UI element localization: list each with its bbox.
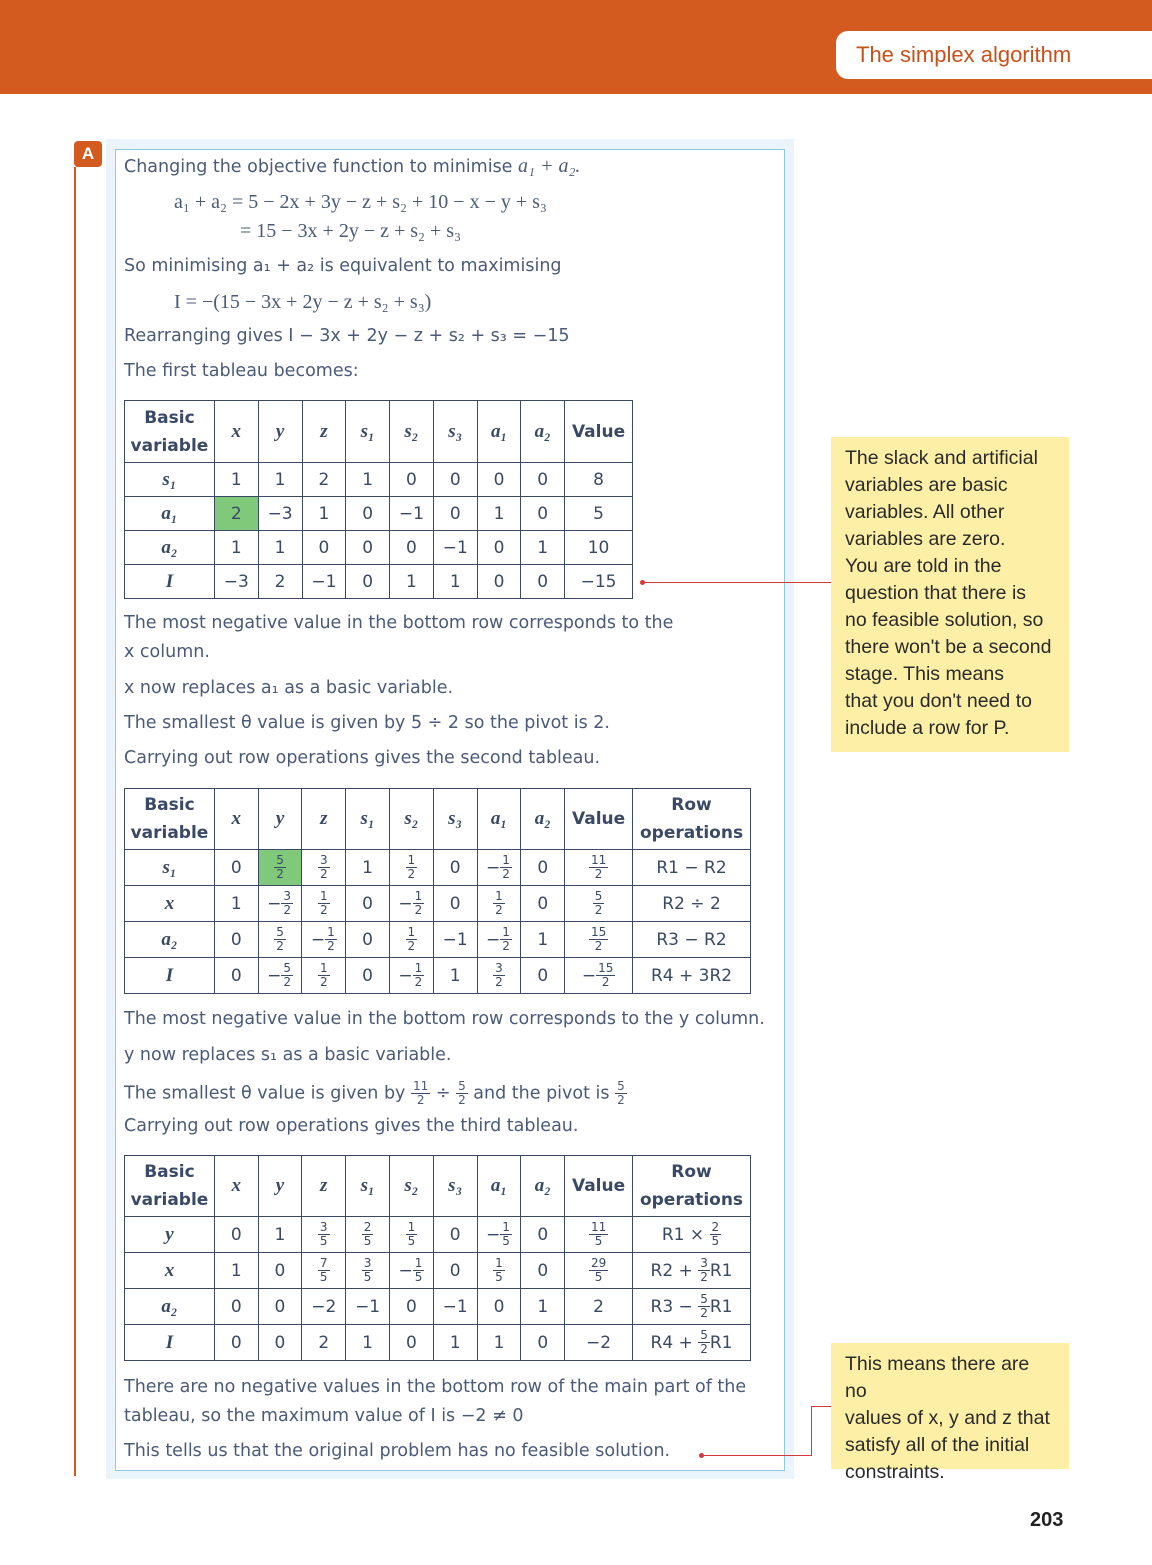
- table-cell: 1: [302, 497, 346, 531]
- table-cell: 0: [346, 565, 390, 599]
- header-s2: s₂: [390, 1156, 434, 1217]
- table-cell: − $\frac{1}{2}$: [477, 922, 521, 958]
- line-rearranging: Rearranging gives I − 3x + 2y − z + s₂ + s₃ = −15: [124, 326, 570, 346]
- table-cell: [302, 958, 346, 994]
- margin-rule: [74, 167, 76, 1476]
- table-cell: −1: [346, 1289, 390, 1325]
- table-cell: 0: [477, 463, 521, 497]
- table-cell: 2: [565, 1289, 633, 1325]
- table-cell: 0: [433, 1253, 477, 1289]
- table-cell: 1: [521, 922, 565, 958]
- header-x: x: [214, 401, 258, 463]
- fraction: $\frac{1}{5}$: [414, 1256, 423, 1284]
- table-cell: 0: [521, 565, 565, 599]
- note-line: constraints.: [845, 1461, 945, 1483]
- table-cell: 1: [433, 565, 477, 599]
- table-cell: [477, 1253, 521, 1289]
- table-cell: 0: [346, 922, 390, 958]
- table-cell: [389, 850, 433, 886]
- header-a2: a₂: [521, 789, 565, 850]
- line-most-negative-1: The most negative value in the bottom row corresponds to the: [124, 613, 674, 633]
- equation-1: a₁ + a₂ = 5 − 2x + 3y − z + s₂ + 10 − x − y + s₃: [174, 191, 547, 213]
- table-cell: 0: [433, 850, 477, 886]
- table-cell: [302, 1253, 346, 1289]
- note-line: no feasible solution, so: [845, 609, 1044, 631]
- line-no-negatives: There are no negative values in the bottom row of the main part of the: [124, 1377, 747, 1397]
- header-z: z: [302, 401, 346, 463]
- header-value: Value: [565, 789, 633, 850]
- fraction: $\frac{2}{5}$: [711, 1220, 720, 1248]
- table-row: [125, 1217, 751, 1253]
- header-basic-variable: Basic variable: [125, 1156, 215, 1217]
- table-cell: 1: [258, 1217, 302, 1253]
- header-s1: s₁: [346, 789, 390, 850]
- row-label: s₁: [125, 463, 215, 497]
- fraction: $\frac{1}{2}$: [407, 925, 416, 953]
- line-most-negative-2: The most negative value in the bottom row corresponds to the y column.: [124, 1009, 765, 1029]
- table-cell: R3 − $\frac{5}{2}$ R1: [633, 1289, 751, 1325]
- table-cell: 1: [346, 850, 390, 886]
- table-cell: 0: [521, 958, 565, 994]
- fraction: $\frac{2}{5}$: [363, 1220, 372, 1248]
- table-cell: 1: [390, 565, 434, 599]
- table-cell: [302, 886, 346, 922]
- table-cell: 1: [477, 1325, 521, 1361]
- table-row: [125, 886, 751, 922]
- table-cell: − $\frac{1}{2}$: [389, 958, 433, 994]
- table-cell: [390, 1217, 434, 1253]
- table-cell: 0: [433, 497, 477, 531]
- table-cell: 0: [214, 922, 258, 958]
- line-second-tableau: Carrying out row operations gives the second tableau.: [124, 748, 601, 768]
- section-title: The simplex algorithm: [856, 42, 1072, 67]
- line-x-column: x column.: [124, 642, 210, 662]
- note-line: variables are zero.: [845, 528, 1006, 550]
- fraction: $\frac{1}{2}$: [414, 961, 423, 989]
- line-x-replaces: x now replaces a₁ as a basic variable.: [124, 678, 454, 698]
- fraction: $\frac{7}{5}$: [319, 1256, 328, 1284]
- note-line: The slack and artificial: [845, 447, 1038, 469]
- header-row-operations: Row operations: [633, 1156, 751, 1217]
- table-cell: 2: [302, 1325, 346, 1361]
- note-line: that you don't need to: [845, 690, 1032, 712]
- table-cell: 0: [258, 1253, 302, 1289]
- note-line: satisfy all of the initial: [845, 1434, 1030, 1456]
- fraction: $\frac{1}{2}$: [319, 889, 328, 917]
- table-cell: [477, 958, 521, 994]
- table-cell: R4 + 3R2: [633, 958, 751, 994]
- table-header-row: [125, 401, 633, 463]
- fraction: $\frac{15}{2}$: [590, 925, 607, 953]
- table-row: [125, 531, 633, 565]
- row-label: I: [125, 565, 215, 599]
- table-cell: [258, 850, 302, 886]
- table-cell: − $\frac{1}{2}$: [477, 850, 521, 886]
- table-cell: 1: [258, 531, 302, 565]
- header-x: x: [214, 1156, 258, 1217]
- table-cell: 0: [477, 565, 521, 599]
- table-cell: 0: [346, 497, 390, 531]
- table-cell: [565, 1217, 633, 1253]
- table-cell: − $\frac{1}{5}$: [390, 1253, 434, 1289]
- table-cell: −1: [390, 497, 434, 531]
- table-cell: 0: [390, 463, 434, 497]
- table-row: [125, 463, 633, 497]
- table-cell: 0: [390, 531, 434, 565]
- table-cell: −2: [302, 1289, 346, 1325]
- table-cell: 0: [521, 1217, 565, 1253]
- table-row: [125, 958, 751, 994]
- fraction: $\frac{3}{2}$: [495, 961, 503, 989]
- row-label: x: [125, 1253, 215, 1289]
- table-cell: −1: [433, 1289, 477, 1325]
- table-cell: 0: [214, 850, 258, 886]
- table-cell: 0: [214, 1289, 258, 1325]
- table-cell: [389, 922, 433, 958]
- header-a1: a₁: [477, 401, 521, 463]
- header-s3: s₃: [433, 1156, 477, 1217]
- table-cell: [565, 850, 633, 886]
- fraction: $\frac{5}{2}$: [283, 961, 291, 989]
- table-cell: 0: [521, 886, 565, 922]
- line-theta-2: The smallest θ value is given by $\frac{11}{2}$ ÷ $\frac{5}{2}$ and the pivot is $\frac{5}{2}$: [124, 1079, 625, 1107]
- table-cell: − $\frac{5}{2}$: [258, 958, 302, 994]
- note-line: question that there is: [845, 582, 1027, 604]
- table-row: [125, 565, 633, 599]
- note-line: there won't be a second: [845, 636, 1052, 658]
- header-basic-variable: Basic variable: [125, 401, 215, 463]
- table-cell: 1: [346, 1325, 390, 1361]
- table-header-row: [125, 1156, 751, 1217]
- table-cell: 0: [433, 463, 477, 497]
- fraction: $\frac{1}{2}$: [407, 853, 416, 881]
- table-cell: 1: [346, 463, 390, 497]
- fraction: $\frac{1}{5}$: [495, 1256, 503, 1284]
- row-label: x: [125, 886, 215, 922]
- fraction: $\frac{5}{2}$: [276, 925, 284, 953]
- equation-3: I = −(15 − 3x + 2y − z + s₂ + s₃): [174, 291, 432, 313]
- line-maximum-value: tableau, so the maximum value of I is −2 ≠ 0: [124, 1406, 524, 1426]
- note-line: stage. This means: [845, 663, 1004, 685]
- fraction: $\frac{5}{2}$: [276, 853, 284, 881]
- fraction: $\frac{3}{5}$: [363, 1256, 372, 1284]
- objective-expression: a₁ + a₂.: [518, 155, 581, 177]
- margin-note-no-values: [831, 1343, 1069, 1483]
- table-cell: 0: [214, 1325, 258, 1361]
- table-cell: 0: [521, 497, 565, 531]
- fraction: $\frac{1}{5}$: [407, 1220, 416, 1248]
- fraction: $\frac{1}{2}$: [495, 889, 503, 917]
- header-z: z: [302, 1156, 346, 1217]
- table-cell: 0: [346, 531, 390, 565]
- line-first-tableau: The first tableau becomes:: [124, 361, 359, 381]
- section-tab: [836, 31, 1152, 79]
- table-cell: − $\frac{1}{2}$: [302, 922, 346, 958]
- header-y: y: [258, 789, 302, 850]
- note-line: You are told in the: [845, 555, 1002, 577]
- header-s1: s₁: [346, 401, 390, 463]
- table-cell: 0: [433, 886, 477, 922]
- header-a1: a₁: [477, 789, 521, 850]
- table-row: [125, 850, 751, 886]
- fraction: $\frac{29}{5}$: [590, 1256, 607, 1284]
- note-line: This means there are no: [845, 1353, 1030, 1402]
- header-s1: s₁: [346, 1156, 390, 1217]
- table-cell: −3: [258, 497, 302, 531]
- note-line: variables. All other: [845, 501, 1005, 523]
- table-cell: 0: [390, 1325, 434, 1361]
- table-cell: 1: [433, 1325, 477, 1361]
- table-cell: 0: [214, 1217, 258, 1253]
- fraction: $\frac{5}{2}$: [700, 1292, 708, 1320]
- fraction: $\frac{3}{5}$: [319, 1220, 328, 1248]
- fraction: $\frac{1}{2}$: [319, 961, 328, 989]
- table-cell: −1: [433, 922, 477, 958]
- row-label: I: [125, 958, 215, 994]
- table-cell: − $\frac{1}{2}$: [389, 886, 433, 922]
- example-marker: A: [74, 141, 102, 167]
- table-header-row: [125, 789, 751, 850]
- tableau-1: [124, 400, 633, 599]
- fraction: $\frac{5}{2}$: [617, 1079, 625, 1107]
- table-cell: 1: [214, 1253, 258, 1289]
- table-cell: 0: [521, 1253, 565, 1289]
- table-cell: 8: [565, 463, 633, 497]
- table-cell: 0: [346, 958, 390, 994]
- fraction: $\frac{1}{2}$: [502, 925, 510, 953]
- row-label: y: [125, 1217, 215, 1253]
- table-cell: −3: [214, 565, 258, 599]
- table-cell: [565, 922, 633, 958]
- table-cell: 1: [258, 463, 302, 497]
- tableau-2: [124, 788, 751, 994]
- note-line: variables are basic: [845, 474, 1008, 496]
- header-s2: s₂: [390, 401, 434, 463]
- table-cell: − $\frac{15}{2}$: [565, 958, 633, 994]
- table-cell: −15: [565, 565, 633, 599]
- fraction: $\frac{1}{2}$: [414, 889, 423, 917]
- table-row: [125, 922, 751, 958]
- fraction: $\frac{3}{2}$: [319, 853, 328, 881]
- table-cell: R3 − R2: [633, 922, 751, 958]
- table-cell: 0: [433, 1217, 477, 1253]
- table-cell: 0: [390, 1289, 434, 1325]
- table-cell: 0: [521, 850, 565, 886]
- table-cell: [302, 1217, 346, 1253]
- line-no-feasible: This tells us that the original problem has no feasible solution.: [124, 1441, 671, 1461]
- header-s3: s₃: [433, 401, 477, 463]
- fraction: $\frac{11}{2}$: [590, 853, 607, 881]
- connector-line: [811, 1406, 831, 1407]
- table-cell: R1 × $\frac{2}{5}$: [633, 1217, 751, 1253]
- fraction: $\frac{5}{2}$: [594, 889, 603, 917]
- table-cell: 1: [214, 886, 258, 922]
- table-cell: −1: [433, 531, 477, 565]
- table-cell: 2: [214, 497, 258, 531]
- connector-line: [811, 1406, 812, 1456]
- table-cell: R4 + $\frac{5}{2}$ R1: [633, 1325, 751, 1361]
- row-label: a₂: [125, 531, 215, 565]
- table-cell: 0: [258, 1289, 302, 1325]
- header-s2: s₂: [389, 789, 433, 850]
- line-y-replaces: y now replaces s₁ as a basic variable.: [124, 1045, 452, 1065]
- table-cell: 0: [214, 958, 258, 994]
- line-objective: Changing the objective function to minimise a₁ + a₂.: [124, 155, 581, 177]
- line-minimising: So minimising a₁ + a₂ is equivalent to maximising: [124, 256, 562, 276]
- table-cell: − $\frac{3}{2}$: [258, 886, 302, 922]
- connector-line: [703, 1455, 811, 1456]
- row-label: s₁: [125, 850, 215, 886]
- margin-note-slack: [831, 437, 1069, 752]
- note-line: values of x, y and z that: [845, 1407, 1050, 1429]
- table-cell: 2: [302, 463, 346, 497]
- connector-line: [644, 582, 831, 583]
- row-label: a₂: [125, 922, 215, 958]
- header-a2: a₂: [521, 1156, 565, 1217]
- table-cell: R1 − R2: [633, 850, 751, 886]
- table-cell: [258, 922, 302, 958]
- table-cell: 0: [258, 1325, 302, 1361]
- fraction: $\frac{5}{2}$: [700, 1328, 708, 1356]
- table-cell: 0: [302, 531, 346, 565]
- table-cell: 0: [477, 531, 521, 565]
- table-cell: 2: [258, 565, 302, 599]
- table-cell: 10: [565, 531, 633, 565]
- table-cell: R2 ÷ 2: [633, 886, 751, 922]
- row-label: a₁: [125, 497, 215, 531]
- table-cell: 1: [477, 497, 521, 531]
- table-cell: 0: [477, 1289, 521, 1325]
- line-theta-1: The smallest θ value is given by 5 ÷ 2 so the pivot is 2.: [124, 713, 610, 733]
- table-cell: [346, 1217, 390, 1253]
- fraction: $\frac{1}{5}$: [502, 1220, 510, 1248]
- table-row: [125, 1253, 751, 1289]
- table-cell: 0: [521, 463, 565, 497]
- row-label: a₂: [125, 1289, 215, 1325]
- table-cell: − $\frac{1}{5}$: [477, 1217, 521, 1253]
- table-cell: [346, 1253, 390, 1289]
- fraction: $\frac{3}{2}$: [283, 889, 291, 917]
- table-cell: −1: [302, 565, 346, 599]
- header-y: y: [258, 1156, 302, 1217]
- table-cell: 1: [521, 531, 565, 565]
- header-basic-variable: Basic variable: [125, 789, 215, 850]
- table-row: [125, 1289, 751, 1325]
- table-cell: −2: [565, 1325, 633, 1361]
- header-z: z: [302, 789, 346, 850]
- table-cell: [565, 1253, 633, 1289]
- header-value: Value: [565, 401, 633, 463]
- table-cell: [477, 886, 521, 922]
- note-line: include a row for P.: [845, 717, 1010, 739]
- table-row: [125, 497, 633, 531]
- table-cell: R2 + $\frac{3}{2}$ R1: [633, 1253, 751, 1289]
- fraction: $\frac{1}{2}$: [502, 853, 510, 881]
- table-cell: [565, 886, 633, 922]
- table-cell: 1: [521, 1289, 565, 1325]
- fraction: $\frac{15}{2}$: [598, 961, 614, 989]
- header-s3: s₃: [433, 789, 477, 850]
- header-value: Value: [565, 1156, 633, 1217]
- table-cell: 0: [346, 886, 390, 922]
- line-third-tableau: Carrying out row operations gives the third tableau.: [124, 1116, 579, 1136]
- table-cell: 1: [433, 958, 477, 994]
- table-cell: 1: [214, 463, 258, 497]
- table-cell: 0: [521, 1325, 565, 1361]
- tableau-3: [124, 1155, 751, 1361]
- page-number: 203: [1030, 1509, 1064, 1531]
- table-cell: [302, 850, 346, 886]
- fraction: $\frac{3}{2}$: [700, 1256, 708, 1284]
- fraction: $\frac{1}{2}$: [327, 925, 335, 953]
- fraction: $\frac{5}{2}$: [458, 1079, 466, 1107]
- header-row-operations: Row operations: [633, 789, 751, 850]
- table-cell: 5: [565, 497, 633, 531]
- fraction: $\frac{11}{2}$: [413, 1079, 429, 1107]
- table-row: [125, 1325, 751, 1361]
- header-y: y: [258, 401, 302, 463]
- fraction: $\frac{11}{5}$: [590, 1220, 607, 1248]
- header-a2: a₂: [521, 401, 565, 463]
- header-a1: a₁: [477, 1156, 521, 1217]
- equation-2: = 15 − 3x + 2y − z + s₂ + s₃: [240, 220, 462, 242]
- header-x: x: [214, 789, 258, 850]
- row-label: I: [125, 1325, 215, 1361]
- table-cell: 1: [214, 531, 258, 565]
